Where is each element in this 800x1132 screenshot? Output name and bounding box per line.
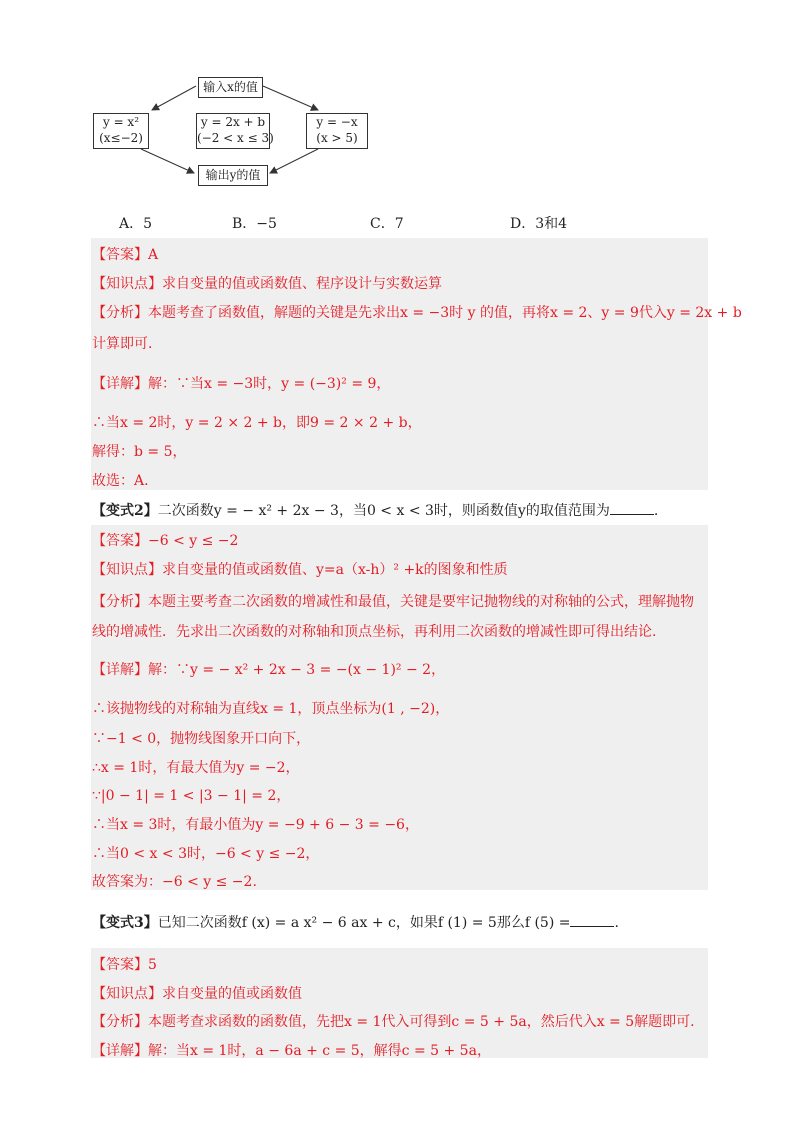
q1-detail-4: 故选：A. [92,473,149,489]
q2-analysis-1 [92,591,694,611]
q3-label: 【变式3】 [92,915,158,931]
answer-value: A [148,247,159,263]
input-box: 输入x的值 [198,77,263,98]
q2-knowledge [92,559,508,579]
option-b: B．−5 [232,216,277,232]
detail-tag: 【详解】 [92,662,148,678]
q2-stem-text: 二次函数y = − x² + 2x − 3，当0 < x < 3时，则函数值y的取值范围为 [157,503,610,519]
q3-answer [92,954,157,974]
answer-value: −6 < y ≤ −2 [148,533,239,549]
q2-answer [92,530,238,550]
flowchart-arrows [0,0,800,200]
analysis-tag: 【分析】 [92,1014,148,1030]
arrow-right-to-output [270,149,318,173]
analysis-text: 本题考查求函数的函数值，先把x = 1代入可得到c = 5 + 5a，然后代入x = 5解题即可. [148,1014,695,1030]
right-box-formula: y = −x [316,115,358,129]
knowledge-text: 求自变量的值或函数值、y=a（x-h）² +k的图象和性质 [162,562,508,578]
q3-stem-text: 已知二次函数f (x) = a x² − 6 ax + c，如果f (1) = 5那么f (5) = [157,915,571,931]
q2-detail-3: ∵−1 < 0，抛物线图象开口向下， [92,731,311,747]
q3-stem: 【变式3】已知二次函数f (x) = a x² − 6 ax + c，如果f (1) = 5那么f (5) = . [92,915,619,931]
option-d: D．3和4 [510,216,568,232]
q1-analysis-1 [92,302,742,322]
right-box-condition: (x > 5) [316,131,358,145]
left-box-condition: (x≤−2) [99,131,143,145]
option-a: A．5 [119,216,153,232]
detail-text: 解：∵y = − x² + 2x − 3 = −(x − 1)² − 2， [148,662,446,678]
arrow-left-to-output [141,149,194,173]
q2-detail-8: 故答案为：−6 < y ≤ −2. [92,874,257,890]
answer-value: 5 [148,957,157,973]
detail-text: 解：当x = 1时，a − 6a + c = 5，解得c = 5 + 5a， [148,1043,491,1059]
q2-stem: 【变式2】二次函数y = − x² + 2x − 3，当0 < x < 3时，则函数值y的取值范围为 . [92,503,659,519]
arrow-input-to-left [152,86,196,110]
q2-detail-6: ∴当x = 3时，有最小值为y = −9 + 6 − 3 = −6， [92,817,419,833]
answer-blank [610,502,654,515]
q2-detail-1 [92,659,445,679]
q1-detail-1 [92,373,390,393]
q1-detail-2: ∴当x = 2时，y = 2 × 2 + b，即9 = 2 × 2 + b， [92,415,422,431]
q2-detail-2: ∴该抛物线的对称轴为直线x = 1，顶点坐标为(1 , −2)， [92,701,450,717]
knowledge-tag: 【知识点】 [92,986,162,1002]
q2-detail-7: ∴当0 < x < 3时，−6 < y ≤ −2， [92,846,320,862]
detail-tag: 【详解】 [92,376,148,392]
option-c: C．7 [370,216,404,232]
analysis-text: 本题主要考查二次函数的增减性和最值，关键是要牢记抛物线的对称轴的公式，理解抛物 [148,594,694,610]
answer-tag: 【答案】 [92,247,148,263]
q3-detail-1 [92,1040,491,1060]
analysis-tag: 【分析】 [92,594,148,610]
answer-tag: 【答案】 [92,533,148,549]
q1-knowledge [92,273,442,293]
output-box: 输出y的值 [198,165,268,186]
analysis-text: 本题考查了函数值，解题的关键是先求出x = −3时 y 的值，再将x = 2、y = 9代入y = 2x + b [148,305,742,321]
knowledge-tag: 【知识点】 [92,276,162,292]
knowledge-text: 求自变量的值或函数值 [162,986,302,1002]
middle-box-formula: y = 2x + b [200,115,266,129]
middle-box-condition: (−2 < x ≤ 3) [197,131,274,145]
knowledge-tag: 【知识点】 [92,562,162,578]
q3-knowledge [92,983,302,1003]
arrow-input-to-right [263,86,318,110]
q1-detail-3: 解得：b = 5， [92,444,187,460]
left-box-formula: y = x² [102,115,140,129]
q2-detail-4: ∴x = 1时，有最大值为y = −2， [92,760,300,776]
q2-detail-5: ∵|0 − 1| = 1 < |3 − 1| = 2， [92,788,291,804]
q1-analysis-2: 计算即可. [92,336,153,352]
q1-answer [92,244,158,264]
detail-tag: 【详解】 [92,1043,148,1059]
detail-text: 解：∵当x = −3时，y = (−3)² = 9， [148,376,391,392]
q2-analysis-2: 线的增减性．先求出二次函数的对称轴和顶点坐标，再利用二次函数的增减性即可得出结论. [92,624,657,640]
answer-blank [570,914,614,927]
q3-analysis-1 [92,1011,695,1031]
analysis-tag: 【分析】 [92,305,148,321]
knowledge-text: 求自变量的值或函数值、程序设计与实数运算 [162,276,442,292]
q2-label: 【变式2】 [92,503,158,519]
answer-tag: 【答案】 [92,957,148,973]
